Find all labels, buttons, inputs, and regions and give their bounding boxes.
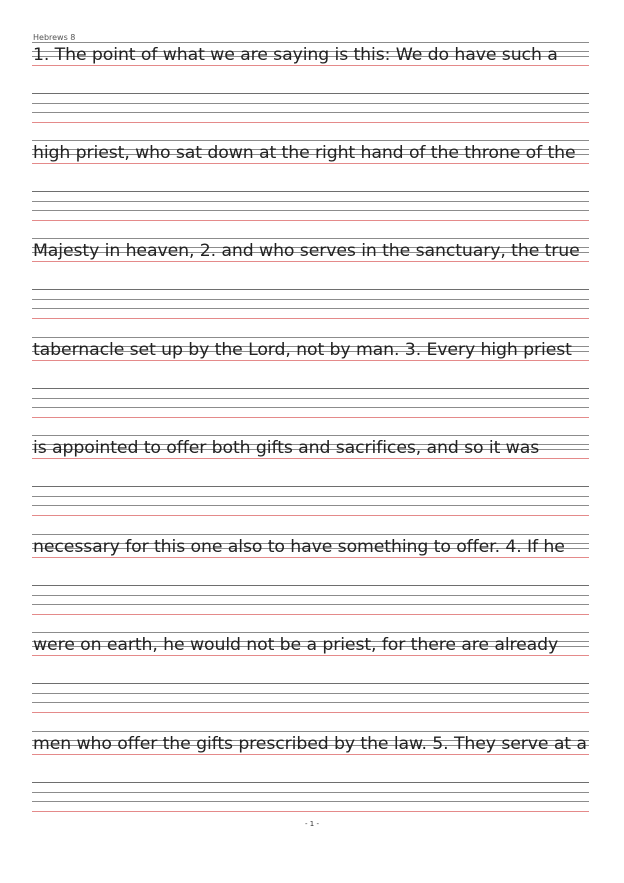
red-guide-line <box>32 712 589 713</box>
gray-guide-line <box>32 683 589 684</box>
gray-guide-line <box>32 210 589 211</box>
verse-text-line: high priest, who sat down at the right hand of the throne of the <box>33 143 576 163</box>
gray-guide-line <box>32 435 589 436</box>
verse-text-line: were on earth, he would not be a priest, for there are already <box>33 635 559 655</box>
practice-line-block <box>32 632 589 710</box>
page-header-title: Hebrews 8 <box>33 33 76 42</box>
verse-text-line: is appointed to offer both gifts and sacrifices, and so it was <box>33 438 540 458</box>
practice-line-block <box>32 42 589 120</box>
gray-guide-line <box>32 238 589 239</box>
gray-guide-line <box>32 93 589 94</box>
gray-guide-line <box>32 191 589 192</box>
gray-guide-line <box>32 201 589 202</box>
practice-line-block <box>32 731 589 809</box>
red-guide-line <box>32 163 589 164</box>
gray-guide-line <box>32 585 589 586</box>
gray-guide-line <box>32 398 589 399</box>
gray-guide-line <box>32 534 589 535</box>
gray-guide-line <box>32 140 589 141</box>
red-guide-line <box>32 754 589 755</box>
gray-guide-line <box>32 731 589 732</box>
gray-guide-line <box>32 693 589 694</box>
red-guide-line <box>32 122 589 123</box>
gray-guide-line <box>32 112 589 113</box>
gray-guide-line <box>32 42 589 43</box>
red-guide-line <box>32 318 589 319</box>
red-guide-line <box>32 458 589 459</box>
red-guide-line <box>32 65 589 66</box>
gray-guide-line <box>32 486 589 487</box>
gray-guide-line <box>32 337 589 338</box>
page-number: - 1 - <box>305 820 319 828</box>
gray-guide-line <box>32 299 589 300</box>
gray-guide-line <box>32 103 589 104</box>
verse-text-line: 1. The point of what we are saying is this: We do have such a <box>33 45 558 65</box>
verse-text-line: Majesty in heaven, 2. and who serves in the sanctuary, the true <box>33 241 580 261</box>
gray-guide-line <box>32 632 589 633</box>
red-guide-line <box>32 261 589 262</box>
gray-guide-line <box>32 388 589 389</box>
gray-guide-line <box>32 407 589 408</box>
red-guide-line <box>32 811 589 812</box>
red-guide-line <box>32 360 589 361</box>
practice-line-block <box>32 337 589 415</box>
gray-guide-line <box>32 604 589 605</box>
practice-line-block <box>32 238 589 316</box>
red-guide-line <box>32 417 589 418</box>
practice-line-block <box>32 435 589 513</box>
gray-guide-line <box>32 782 589 783</box>
red-guide-line <box>32 220 589 221</box>
red-guide-line <box>32 655 589 656</box>
red-guide-line <box>32 614 589 615</box>
verse-text-line: tabernacle set up by the Lord, not by man. 3. Every high priest <box>33 340 572 360</box>
gray-guide-line <box>32 289 589 290</box>
practice-line-block <box>32 534 589 612</box>
gray-guide-line <box>32 308 589 309</box>
gray-guide-line <box>32 792 589 793</box>
gray-guide-line <box>32 801 589 802</box>
verse-text-line: necessary for this one also to have something to offer. 4. If he <box>33 537 565 557</box>
red-guide-line <box>32 515 589 516</box>
gray-guide-line <box>32 505 589 506</box>
gray-guide-line <box>32 702 589 703</box>
gray-guide-line <box>32 496 589 497</box>
red-guide-line <box>32 557 589 558</box>
verse-text-line: men who offer the gifts prescribed by the law. 5. They serve at a <box>33 734 587 754</box>
practice-line-block <box>32 140 589 218</box>
gray-guide-line <box>32 595 589 596</box>
